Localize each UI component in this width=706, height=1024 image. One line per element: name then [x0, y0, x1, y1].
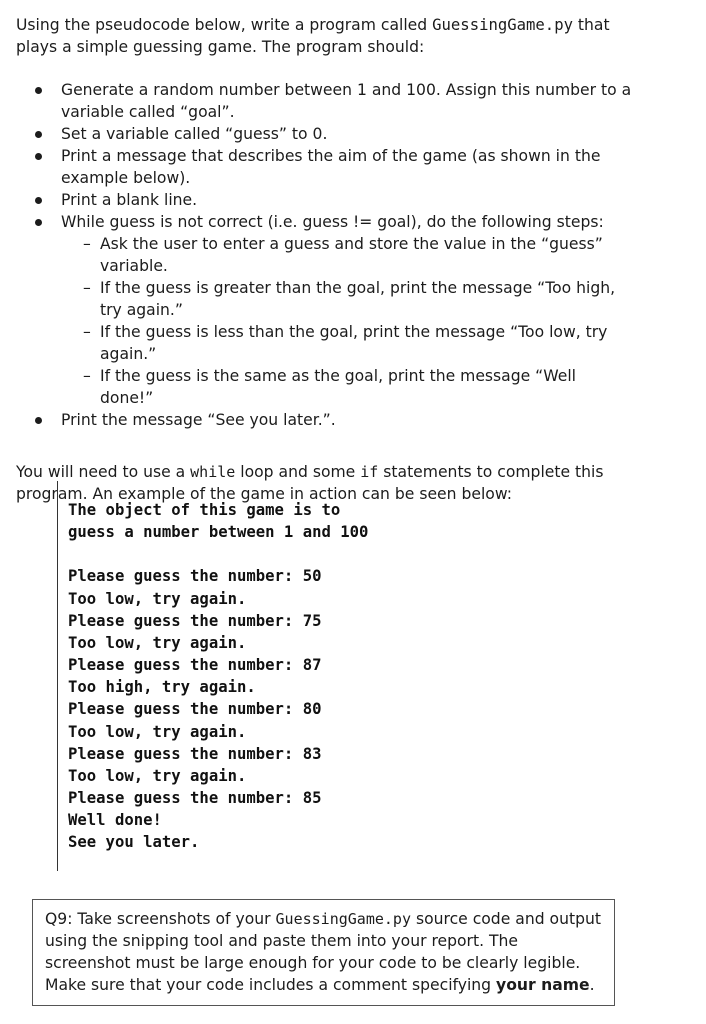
console-line: Too low, try again.: [68, 766, 247, 785]
intro-text-end: that plays a simple guessing game. The program should:: [16, 16, 610, 56]
list-item: Print a message that describes the aim of the game (as shown in the example below).: [16, 145, 632, 189]
list-item: Print a blank line.: [16, 189, 632, 211]
console-line: Please guess the number: 87: [68, 656, 322, 675]
sub-list-item: – If the guess is greater than the goal, print the message “Too high, try again.”: [61, 277, 632, 321]
console-line: Well done!: [68, 811, 162, 830]
console-line: See you later.: [68, 833, 200, 852]
program-filename: GuessingGame.py: [432, 16, 573, 34]
sub-list-item: – Ask the user to enter a guess and store the value in the “guess” variable.: [61, 233, 632, 277]
question-bold-text: your name: [496, 976, 590, 994]
intro-paragraph: [16, 14, 632, 58]
list-item: Set a variable called “guess” to 0.: [16, 123, 632, 145]
console-line: Too low, try again.: [68, 589, 247, 608]
question-text-end: .: [589, 976, 595, 994]
console-line: Too low, try again.: [68, 722, 247, 741]
console-line: Too low, try again.: [68, 633, 247, 652]
example-output-text: [68, 499, 497, 854]
console-line: Too high, try again.: [68, 678, 256, 697]
while-step-text: While guess is not correct (i.e. guess != goal), do the following steps:: [61, 213, 604, 231]
document-body: [16, 14, 632, 505]
example-output-block: [57, 481, 497, 871]
console-line: Please guess the number: 50: [68, 567, 322, 586]
console-line: Please guess the number: 83: [68, 744, 322, 763]
list-item: Print the message “See you later.”.: [16, 409, 632, 431]
console-line: Please guess the number: 85: [68, 789, 322, 808]
instructions-text: statements to complete this program. An example of the game in action can be seen below:: [16, 463, 604, 503]
question-box: [32, 899, 615, 1006]
question-text: source code and output using the snipping tool and paste them into your report. The screenshot must be large enough for your code to be clearly legible. Make sure that your code includes a comment specifying: [45, 910, 601, 994]
instructions-text: You will need to use a: [16, 463, 191, 481]
list-item-while: [16, 211, 632, 409]
intro-text: Using the pseudocode below, write a program called: [16, 16, 433, 34]
console-line: guess a number between 1 and 100: [68, 523, 369, 542]
sub-list-item: – If the guess is the same as the goal, print the message “Well done!”: [61, 365, 632, 409]
sub-list-item: – If the guess is less than the goal, print the message “Too low, try again.”: [61, 321, 632, 365]
instructions-text: loop and some: [235, 463, 361, 481]
code-keyword-if: if: [360, 463, 379, 481]
console-line: Please guess the number: 80: [68, 700, 322, 719]
list-item: Generate a random number between 1 and 100. Assign this number to a variable called “goal”.: [16, 79, 632, 123]
program-filename: GuessingGame.py: [275, 910, 411, 928]
console-line: Please guess the number: 75: [68, 611, 322, 630]
code-keyword-while: while: [190, 463, 236, 481]
while-steps-list: [61, 233, 632, 409]
console-line: The object of this game is to: [68, 501, 341, 519]
pseudocode-list: [16, 79, 632, 431]
question-text: Q9: Take screenshots of your: [45, 910, 276, 928]
